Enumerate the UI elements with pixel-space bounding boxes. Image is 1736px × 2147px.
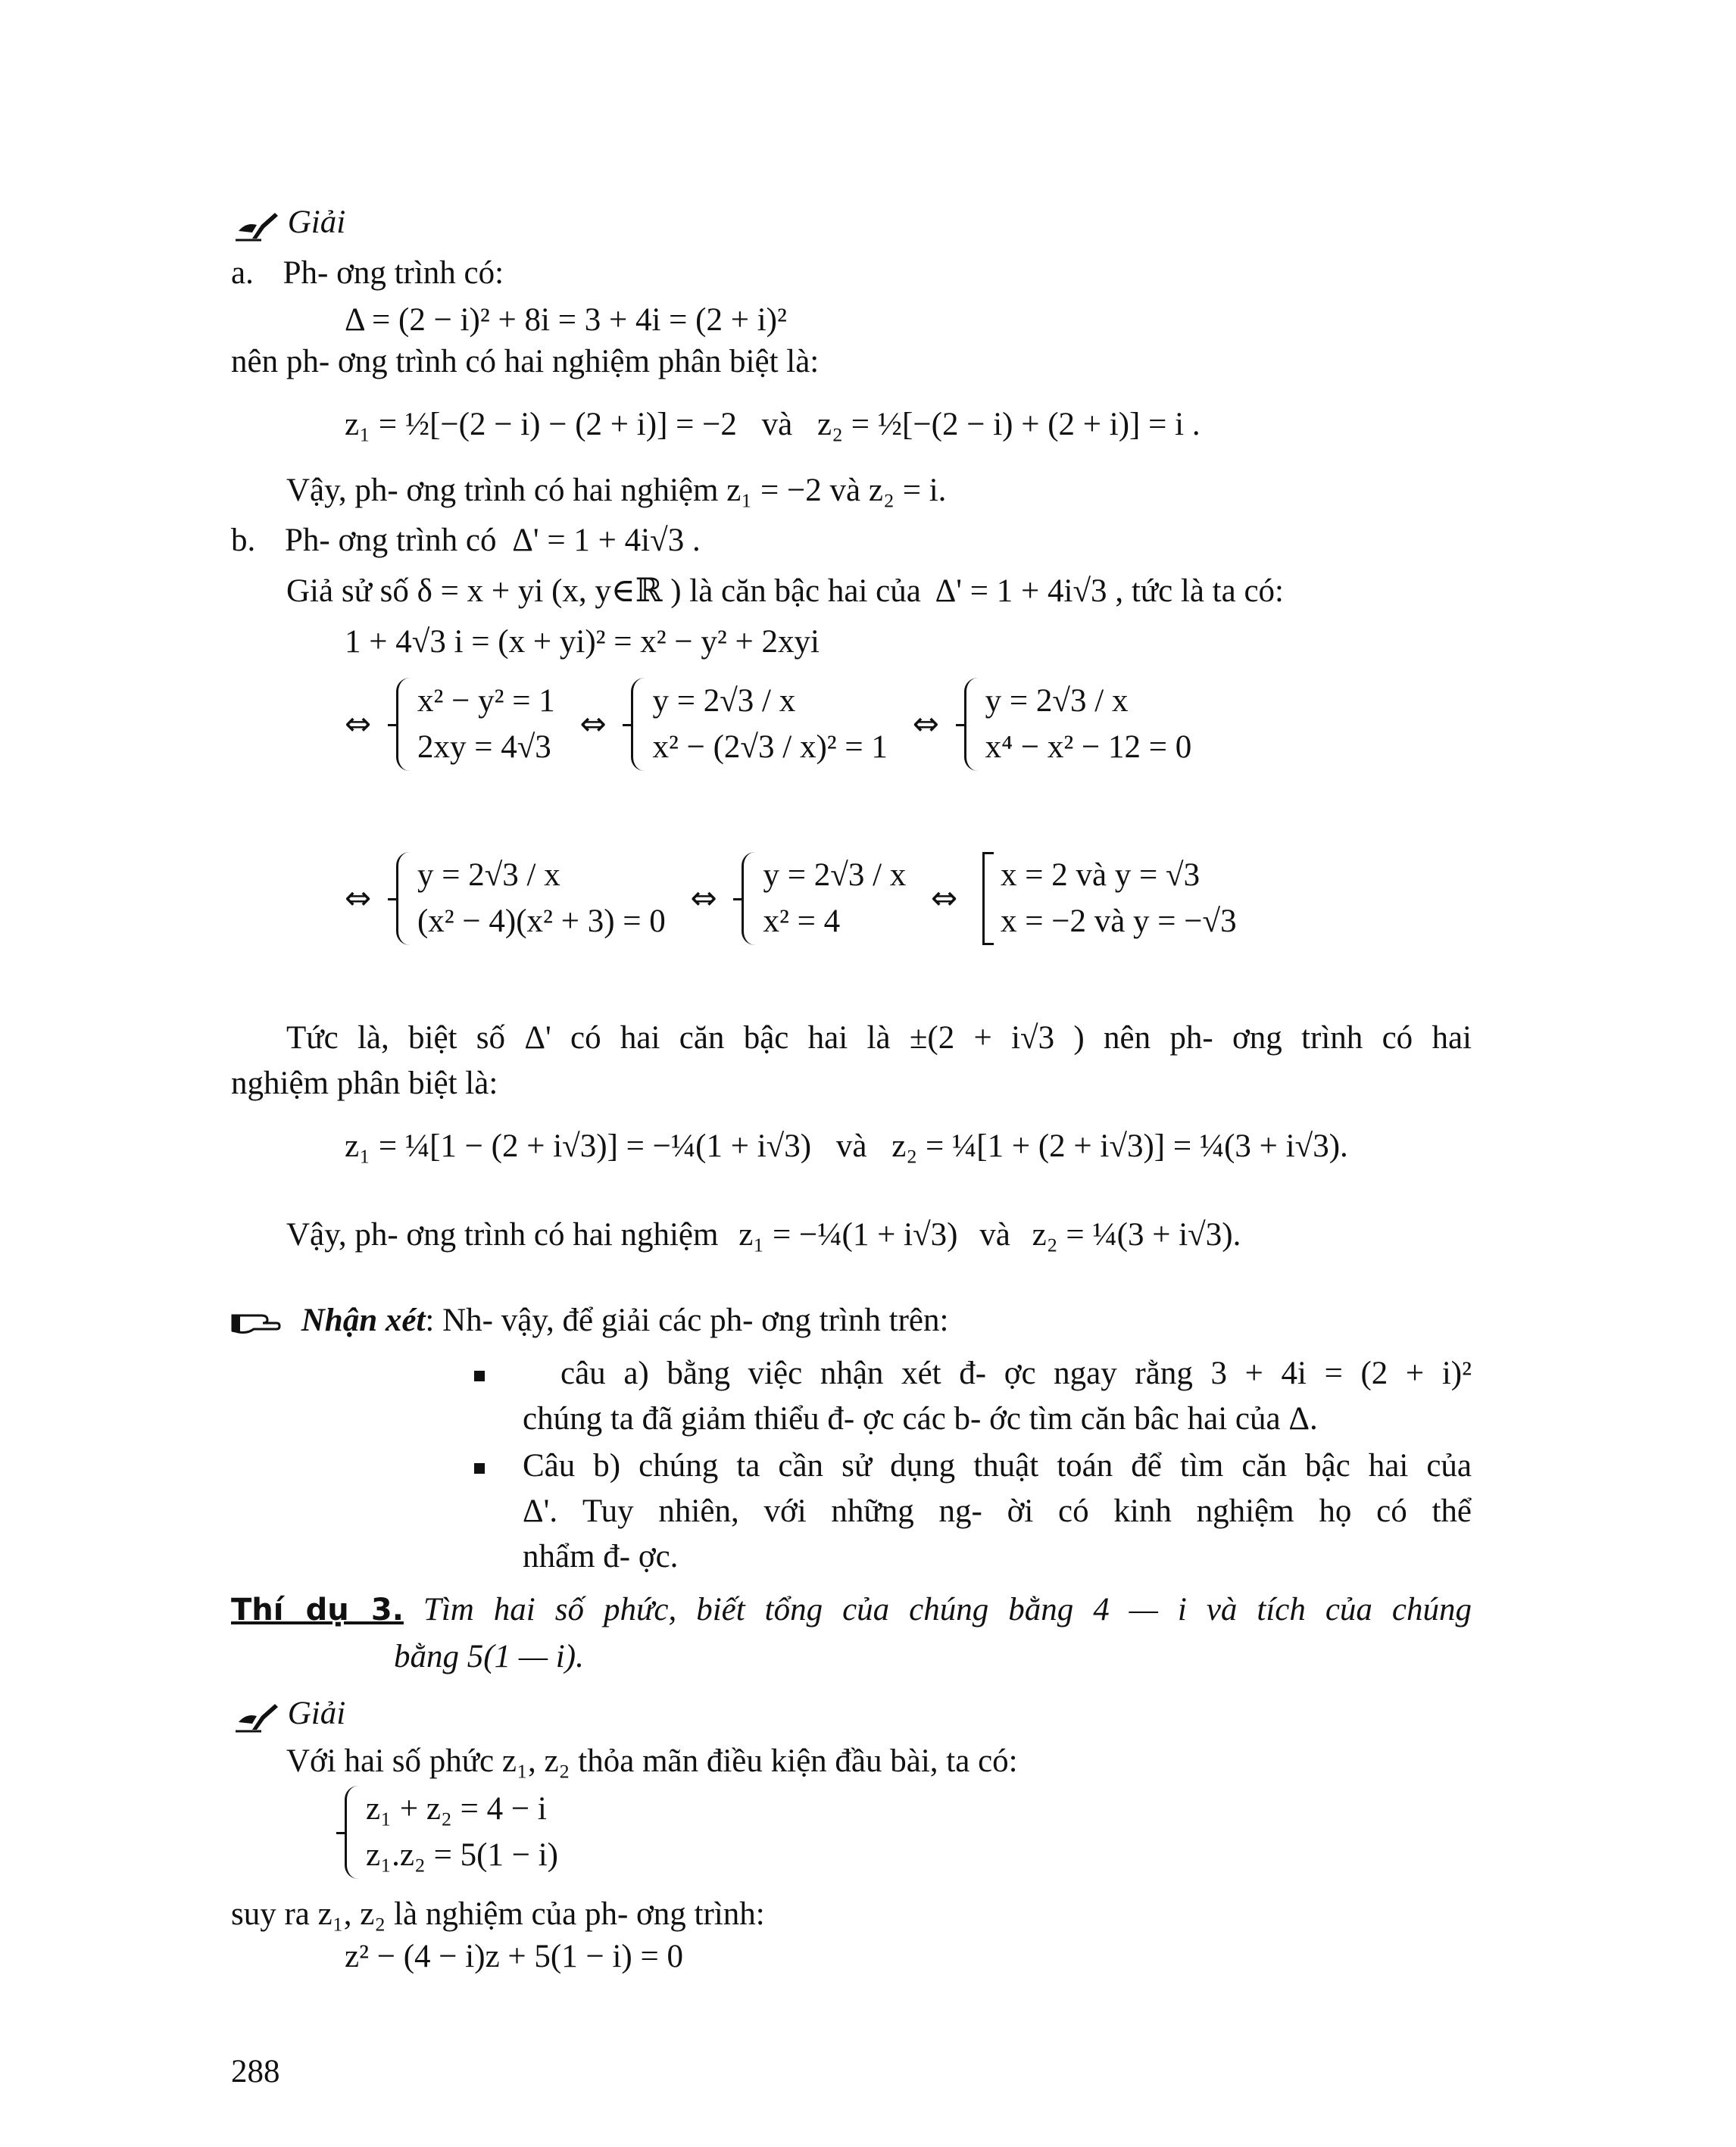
equivalence-arrow: ⇔ (690, 879, 717, 917)
part-b-delta-prime: Δ' = 1 + 4i√3 . (512, 523, 701, 558)
part-b-va: và (835, 1128, 867, 1164)
bracket (982, 852, 994, 945)
part-b-z2: z₂ = ¼[1 + (2 + i√3)] = ¼(3 + i√3). (891, 1128, 1348, 1164)
part-b-suppose-text: Giả sử số δ = x + yi (x, y∈ℝ ) là căn bậc hai của (286, 573, 921, 609)
example-3-line-2: bằng 5(1 — i). (394, 1639, 584, 1674)
system-2-row-2: x² − (2√3 / x)² = 1 (652, 729, 888, 766)
solution-3-system-row-1: z₁ + z₂ = 4 − i (366, 1791, 547, 1827)
system-5-row-1: y = 2√3 / x (763, 857, 907, 893)
part-a-z1: z₁ = ½[−(2 − i) − (2 + i)] = −2 (345, 407, 737, 442)
part-b-conclusion-va: và (979, 1217, 1010, 1253)
system-1 (396, 678, 555, 771)
result-system (982, 852, 1237, 945)
equivalence-row-1 (345, 678, 1191, 771)
remark-bullet-2-line-2: Δ'. Tuy nhiên, với những ng- ời có kinh nghiệm họ có thể (523, 1493, 1472, 1529)
solution-3-system-line (345, 1786, 558, 1879)
brace (742, 852, 760, 945)
example-3-text-1: Tìm hai số phức, biết tổng của chúng bằng 4 — i và tích của chúng (423, 1592, 1472, 1627)
part-a-va: và (761, 407, 793, 442)
remark-bullet-2-line-1: Câu b) chúng ta cần sử dụng thuật toán để tìm căn bậc hai của (523, 1448, 1472, 1484)
giai-label: Giải (287, 204, 346, 240)
part-b-suppose-delta: Δ' = 1 + 4i√3 (935, 573, 1107, 609)
remark-label: Nhận xét (301, 1303, 426, 1338)
part-b-intro-text: Ph- ơng trình có (285, 523, 497, 558)
result-row-1: x = 2 và y = √3 (1000, 857, 1201, 893)
remark-bullet-2-line-3: nhẩm đ- ợc. (523, 1539, 679, 1574)
part-a-z2: z₂ = ½[−(2 − i) + (2 + i)] = i . (816, 407, 1201, 442)
remark-bullet-1-line-1: câu a) bằng việc nhận xét đ- ợc ngay rằng 3 + 4i = (2 + i)² (560, 1356, 1472, 1391)
equivalence-row-2 (345, 852, 1237, 945)
solution-3-intro: Với hai số phức z₁, z₂ thỏa mãn điều kiện đầu bài, ta có: (286, 1743, 1018, 1779)
writing-hand-icon (231, 1699, 279, 1733)
part-b-conclusion (286, 1215, 1241, 1255)
solution-heading-2 (231, 1694, 345, 1734)
part-b-expand: 1 + 4√3 i = (x + yi)² = x² − y² + 2xyi (345, 624, 820, 660)
part-a-two-roots: nên ph- ơng trình có hai nghiệm phân biệt là: (231, 344, 820, 379)
pointing-hand-icon (231, 1308, 281, 1338)
equivalence-arrow: ⇔ (345, 879, 372, 917)
part-a-roots (345, 405, 1201, 445)
system-5-row-2: x² = 4 (763, 903, 841, 940)
brace (631, 678, 650, 771)
equivalence-arrow: ⇔ (579, 705, 607, 743)
example-3-line-1 (231, 1590, 1472, 1630)
system-2 (631, 678, 887, 771)
part-a-conclusion: Vậy, ph- ơng trình có hai nghiệm z₁ = −2 và z₂ = i. (286, 473, 947, 508)
part-a-delta: Δ = (2 − i)² + 8i = 3 + 4i = (2 + i)² (345, 302, 787, 338)
part-a-label: a. (231, 255, 254, 291)
remark-bullet-1-line-2: chúng ta đã giảm thiểu đ- ợc các b- ớc tìm căn bâc hai của Δ. (523, 1401, 1318, 1437)
system-4 (396, 852, 666, 945)
system-1-row-1: x² − y² = 1 (417, 683, 555, 719)
part-a-intro (231, 254, 504, 293)
part-b-label: b. (231, 523, 256, 558)
result-row-2: x = −2 và y = −√3 (1000, 903, 1237, 940)
part-b-conclusion-text: Vậy, ph- ơng trình có hai nghiệm (286, 1217, 719, 1253)
part-b-roots (345, 1127, 1348, 1166)
brace (396, 678, 415, 771)
system-4-row-1: y = 2√3 / x (417, 857, 560, 893)
solution-3-equation: z² − (4 − i)z + 5(1 − i) = 0 (345, 1939, 683, 1974)
system-3 (964, 678, 1192, 771)
writing-hand-icon (231, 208, 279, 242)
system-4-row-2: (x² − 4)(x² + 3) = 0 (417, 903, 666, 940)
system-1-row-2: 2xy = 4√3 (417, 729, 551, 766)
page-number: 288 (231, 2054, 280, 2089)
part-b-suppose-end: , tức là ta có: (1115, 573, 1284, 609)
solution-3-suy-ra: suy ra z₁, z₂ là nghiệm của ph- ơng trình: (231, 1896, 765, 1932)
brace (345, 1786, 364, 1879)
remark-intro: : Nh- vậy, để giải các ph- ơng trình trên: (425, 1303, 949, 1338)
brace (396, 852, 415, 945)
equivalence-arrow: ⇔ (345, 705, 372, 743)
part-b-conclusion-z1: z₁ = −¼(1 + i√3) (738, 1217, 958, 1253)
giai-label: Giải (287, 1696, 346, 1731)
system-5 (742, 852, 906, 945)
part-b-z1: z₁ = ¼[1 − (2 + i√3)] = −¼(1 + i√3) (345, 1128, 812, 1164)
solution-3-system (345, 1786, 558, 1879)
equivalence-arrow: ⇔ (912, 705, 939, 743)
part-b-intro (231, 521, 701, 560)
bullet-marker (474, 1463, 485, 1474)
bullet-marker (474, 1371, 485, 1381)
system-3-row-2: x⁴ − x² − 12 = 0 (985, 729, 1192, 766)
part-b-conclusion-z2: z₂ = ¼(3 + i√3). (1032, 1217, 1241, 1253)
brace (964, 678, 983, 771)
part-b-tuc-la-line-1: Tức là, biệt số Δ' có hai căn bậc hai là ±(2 + i√3 ) nên ph- ơng trình có hai (286, 1020, 1472, 1056)
system-3-row-1: y = 2√3 / x (985, 683, 1129, 719)
solution-heading-1 (231, 203, 345, 242)
system-2-row-1: y = 2√3 / x (652, 683, 796, 719)
part-b-tuc-la-line-2: nghiệm phân biệt là: (231, 1066, 498, 1101)
example-3-label: Thí dụ 3. (231, 1593, 404, 1627)
remark-line (231, 1301, 948, 1340)
equivalence-arrow: ⇔ (931, 879, 958, 917)
part-a-intro-text: Ph- ơng trình có: (283, 255, 504, 291)
part-b-suppose (286, 572, 1284, 611)
solution-3-system-row-2: z₁.z₂ = 5(1 − i) (366, 1837, 558, 1874)
